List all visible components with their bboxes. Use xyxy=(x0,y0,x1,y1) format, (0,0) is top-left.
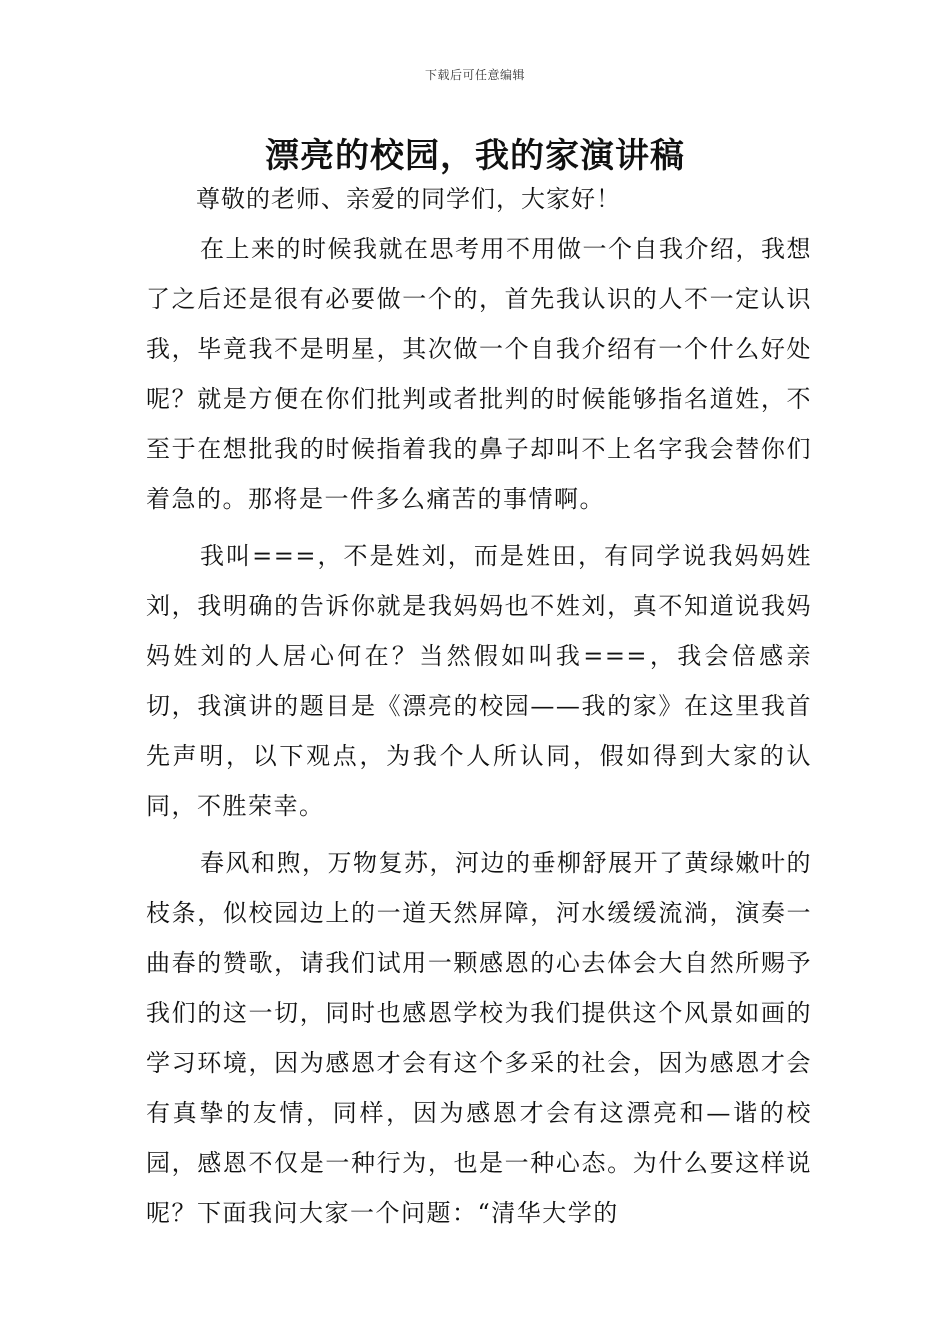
paragraph-campus: 春风和煦，万物复苏，河边的垂柳舒展开了黄绿嫩叶的枝条，似校园边上的一道天然屏障，河水缓缓流淌，演奏一曲春的赞歌，请我们试用一颗感恩的心去体会大自然所赐予我们的这一切，同时也感恩学校为我们提供这个风景如画的学习环境，因为感恩才会有这个多采的社会，因为感恩才会有真挚的友情，同样，因为感恩才会有这漂亮和—谐的校园，感恩不仅是一种行为，也是一种心态。为什么要这样说呢？下面我问大家一个问题：“清华大学的 xyxy=(146,849,812,1227)
paragraph-self-introduction: 在上来的时候我就在思考用不用做一个自我介绍，我想了之后还是很有必要做一个的，首先我认识的人不一定认识我，毕竟我不是明星，其次做一个自我介绍有一个什么好处呢？就是方便在你们批判或者批判的时候能够指名道姓，不至于在想批我的时候指着我的鼻子却叫不上名字我会替你们着急的。那将是一件多么痛苦的事情啊。 xyxy=(146,235,812,513)
greeting-line: 尊敬的老师、亲爱的同学们，大家好！ xyxy=(196,185,621,213)
paragraph-name: 我叫===，不是姓刘，而是姓田，有同学说我妈妈姓刘，我明确的告诉你就是我妈妈也不姓刘，真不知道说我妈妈姓刘的人居心何在？当然假如叫我===，我会倍感亲切，我演讲的题目是《漂亮的校园——我的家》在这里我首先声明，以下观点，为我个人所认同，假如得到大家的认同，不胜荣幸。 xyxy=(146,542,812,820)
document-body xyxy=(146,224,812,1245)
header-note: 下载后可任意编辑 xyxy=(424,68,525,82)
document-title: 漂亮的校园，我的家演讲稿 xyxy=(265,136,685,176)
